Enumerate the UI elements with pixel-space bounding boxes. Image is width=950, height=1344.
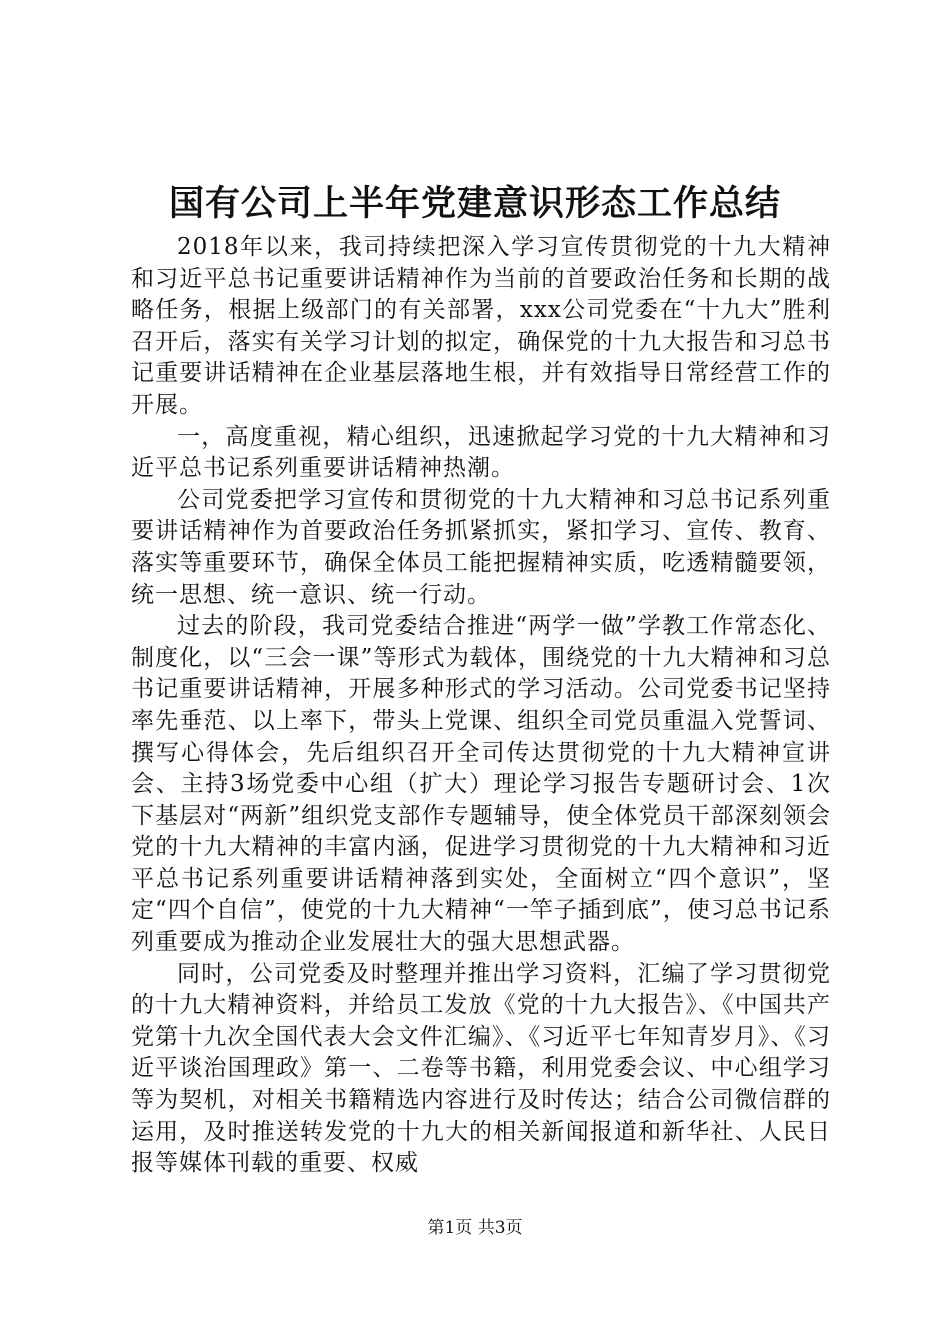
paragraph-party-committee: 公司党委把学习宣传和贯彻党的十九大精神和习总书记系列重要讲话精神作为首要政治任务抓紧抓实，紧扣学习、宣传、教育、落实等重要环节，确保全体员工能把握精神实质，吃透精髓要领，统一思想、统一意识、统一行动。	[131, 486, 831, 608]
paragraph-intro: 2018年以来，我司持续把深入学习宣传贯彻党的十九大精神和习近平总书记重要讲话精神作为当前的首要政治任务和长期的战略任务，根据上级部门的有关部署，xxx公司党委在“十九大”胜利召开后，落实有关学习计划的拟定，确保党的十九大报告和习总书记重要讲话精神在企业基层落地生根，并有效指导日常经营工作的开展。	[131, 234, 831, 418]
paragraph-past-stage: 过去的阶段，我司党委结合推进“两学一做”学教工作常态化、制度化，以“三会一课”等形式为载体，围绕党的十九大精神和习总书记重要讲话精神，开展多种形式的学习活动。公司党委书记坚持率先垂范、以上率下，带头上党课、组织全司党员重温入党誓词、撰写心得体会，先后组织召开全司传达贯彻党的十九大精神宣讲会、主持3场党委中心组（扩大）理论学习报告专题研讨会、1次下基层对“两新”组织党支部作专题辅导，使全体党员干部深刻领会党的十九大精神的丰富内涵，促进学习贯彻党的十九大精神和习近平总书记系列重要讲话精神落到实处，全面树立“四个意识”，坚定“四个自信”，使党的十九大精神“一竿子插到底”，使习总书记系列重要成为推动企业发展壮大的强大思想武器。	[131, 613, 831, 956]
paragraph-section-heading: 一，高度重视，精心组织，迅速掀起学习党的十九大精神和习近平总书记系列重要讲话精神热潮。	[131, 423, 831, 482]
document-title: 国有公司上半年党建意识形态工作总结	[168, 183, 781, 224]
document-body	[131, 232, 831, 1180]
page-footer: 第1页 共3页	[427, 1218, 523, 1238]
paragraph-meanwhile: 同时，公司党委及时整理并推出学习资料，汇编了学习贯彻党的十九大精神资料，并给员工发放《党的十九大报告》、《中国共产党第十九次全国代表大会文件汇编》、《习近平七年知青岁月》、《习近平谈治国理政》第一、二卷等书籍，利用党委会议、中心组学习等为契机，对相关书籍精选内容进行及时传达；结合公司微信群的运用，及时推送转发党的十九大的相关新闻报道和新华社、人民日报等媒体刊载的重要、权威	[131, 960, 831, 1177]
